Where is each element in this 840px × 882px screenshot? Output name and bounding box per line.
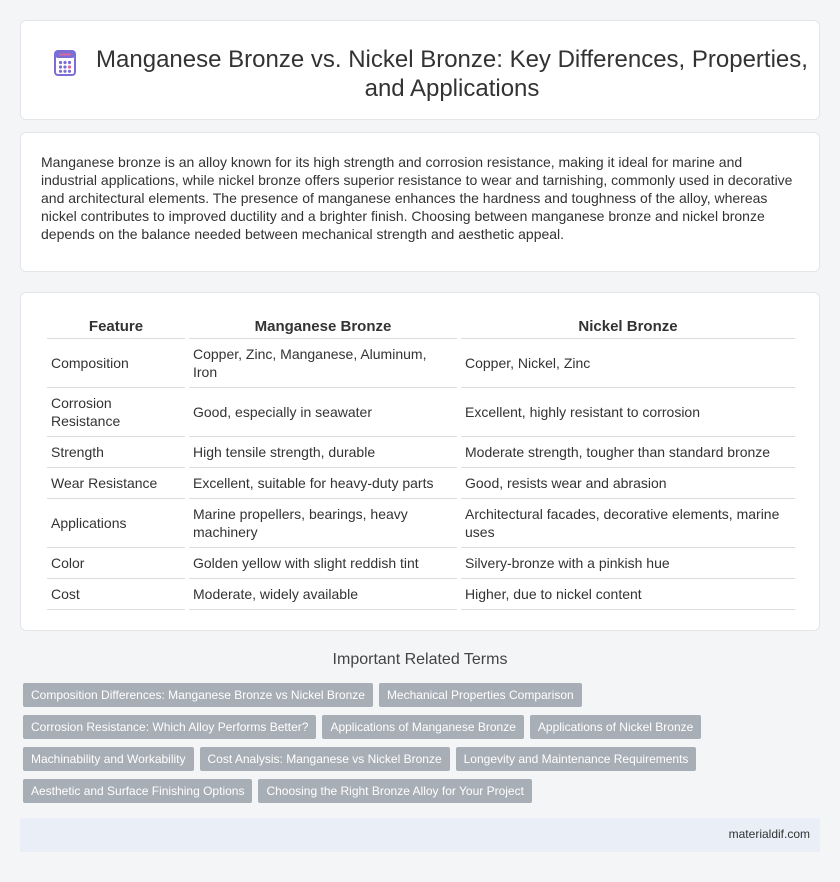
nickel-bronze-cell: Architectural facades, decorative elements, marine uses (461, 499, 795, 548)
comparison-card (20, 292, 820, 631)
table-row (47, 579, 795, 610)
header-card (20, 20, 820, 120)
manganese-bronze-cell: Copper, Zinc, Manganese, Aluminum, Iron (189, 339, 457, 388)
manganese-bronze-cell: Golden yellow with slight reddish tint (189, 548, 457, 579)
intro-card (20, 132, 820, 272)
feature-cell: Composition (47, 339, 185, 388)
related-term-tag[interactable]: Mechanical Properties Comparison (379, 683, 582, 707)
comparison-table (43, 313, 799, 610)
related-term-tag[interactable]: Choosing the Right Bronze Alloy for Your Project (258, 779, 531, 803)
feature-cell: Applications (47, 499, 185, 548)
nickel-bronze-cell: Copper, Nickel, Zinc (461, 339, 795, 388)
feature-cell: Corrosion Resistance (47, 388, 185, 437)
page-title: Manganese Bronze vs. Nickel Bronze: Key Differences, Properties, and Applications (96, 46, 808, 102)
manganese-bronze-cell: Good, especially in seawater (189, 388, 457, 437)
related-term-tag[interactable]: Aesthetic and Surface Finishing Options (23, 779, 252, 803)
related-term-tag[interactable]: Composition Differences: Manganese Bronze vs Nickel Bronze (23, 683, 373, 707)
related-term-tag[interactable]: Machinability and Workability (23, 747, 194, 771)
table-header-row (47, 313, 795, 339)
table-row (47, 499, 795, 548)
table-row (47, 339, 795, 388)
nickel-bronze-cell: Silvery-bronze with a pinkish hue (461, 548, 795, 579)
related-term-tag[interactable]: Applications of Manganese Bronze (322, 715, 523, 739)
feature-cell: Color (47, 548, 185, 579)
table-row (47, 437, 795, 468)
nickel-bronze-cell: Good, resists wear and abrasion (461, 468, 795, 499)
feature-cell: Cost (47, 579, 185, 610)
nickel-bronze-cell: Moderate strength, tougher than standard bronze (461, 437, 795, 468)
feature-cell: Strength (47, 437, 185, 468)
calculator-icon (51, 49, 79, 77)
tag-row (23, 747, 823, 771)
column-header-manganese-bronze: Manganese Bronze (189, 313, 457, 339)
manganese-bronze-cell: High tensile strength, durable (189, 437, 457, 468)
intro-paragraph: Manganese bronze is an alloy known for its high strength and corrosion resistance, making it ideal for marine and industrial applications, while nickel bronze offers superior resistance to wear and tarnishing, commonly used in decorative and architectural elements. The presence of manganese enhances the hardness and toughness of the alloy, whereas nickel contributes to improved ductility and a brighter finish. Choosing between manganese bronze and nickel bronze depends on the balance needed between mechanical strength and aesthetic appeal. (41, 154, 793, 242)
site-link[interactable]: materialdif.com (728, 827, 810, 841)
table-row (47, 468, 795, 499)
feature-cell: Wear Resistance (47, 468, 185, 499)
manganese-bronze-cell: Excellent, suitable for heavy-duty parts (189, 468, 457, 499)
column-header-nickel-bronze: Nickel Bronze (461, 313, 795, 339)
related-term-tag[interactable]: Cost Analysis: Manganese vs Nickel Bronze (200, 747, 450, 771)
related-term-tag[interactable]: Longevity and Maintenance Requirements (456, 747, 697, 771)
manganese-bronze-cell: Moderate, widely available (189, 579, 457, 610)
table-row (47, 548, 795, 579)
nickel-bronze-cell: Excellent, highly resistant to corrosion (461, 388, 795, 437)
table-row (47, 388, 795, 437)
related-term-tag[interactable]: Corrosion Resistance: Which Alloy Performs Better? (23, 715, 316, 739)
tag-row (23, 779, 823, 803)
title-wrap (51, 45, 809, 103)
related-terms-tags (23, 683, 823, 811)
footer-bar (20, 818, 820, 852)
column-header-feature: Feature (47, 313, 185, 339)
related-terms-heading: Important Related Terms (332, 651, 508, 668)
tag-row (23, 715, 823, 739)
related-term-tag[interactable]: Applications of Nickel Bronze (530, 715, 701, 739)
manganese-bronze-cell: Marine propellers, bearings, heavy machinery (189, 499, 457, 548)
nickel-bronze-cell: Higher, due to nickel content (461, 579, 795, 610)
tag-row (23, 683, 823, 707)
